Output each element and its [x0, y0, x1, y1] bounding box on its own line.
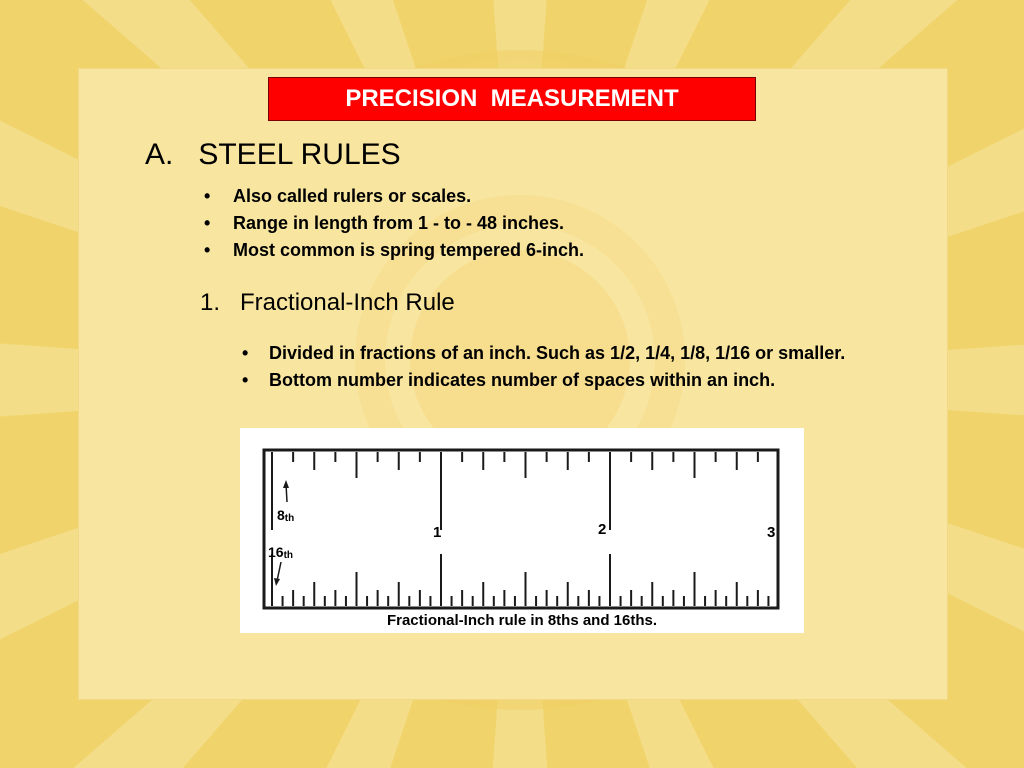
- ruler-number-3: 3: [767, 524, 776, 541]
- section-heading: A. STEEL RULES: [145, 138, 401, 171]
- bullet-icon: •: [204, 213, 211, 233]
- slide-title: PRECISION MEASUREMENT: [268, 77, 756, 121]
- bullet-icon: •: [242, 370, 249, 390]
- subsection-heading: 1. Fractional-Inch Rule: [200, 289, 455, 316]
- list-item: • Range in length from 1 - to - 48 inches.: [200, 210, 584, 237]
- list-item: • Also called rulers or scales.: [200, 183, 584, 210]
- list-item: • Most common is spring tempered 6-inch.: [200, 237, 584, 264]
- sub-bullet-list: [238, 340, 845, 394]
- ruler-number-1: 1: [433, 524, 442, 541]
- ruler-illustration: [240, 428, 804, 613]
- bullet-icon: •: [204, 240, 211, 260]
- ruler-number-2: 2: [598, 521, 607, 538]
- bullet-list: [200, 183, 584, 264]
- ruler-outline: [264, 450, 778, 608]
- figure-caption: Fractional-Inch rule in 8ths and 16ths.: [386, 612, 658, 629]
- ruler-figure: [240, 428, 804, 633]
- list-item: • Divided in fractions of an inch. Such as 1/2, 1/4, 1/8, 1/16 or smaller.: [238, 340, 845, 367]
- label-8th: 8th: [277, 507, 295, 524]
- bullet-icon: •: [242, 343, 249, 363]
- bullet-icon: •: [204, 186, 211, 206]
- list-item: • Bottom number indicates number of spaces within an inch.: [238, 367, 845, 394]
- label-16th: 16th: [268, 544, 294, 561]
